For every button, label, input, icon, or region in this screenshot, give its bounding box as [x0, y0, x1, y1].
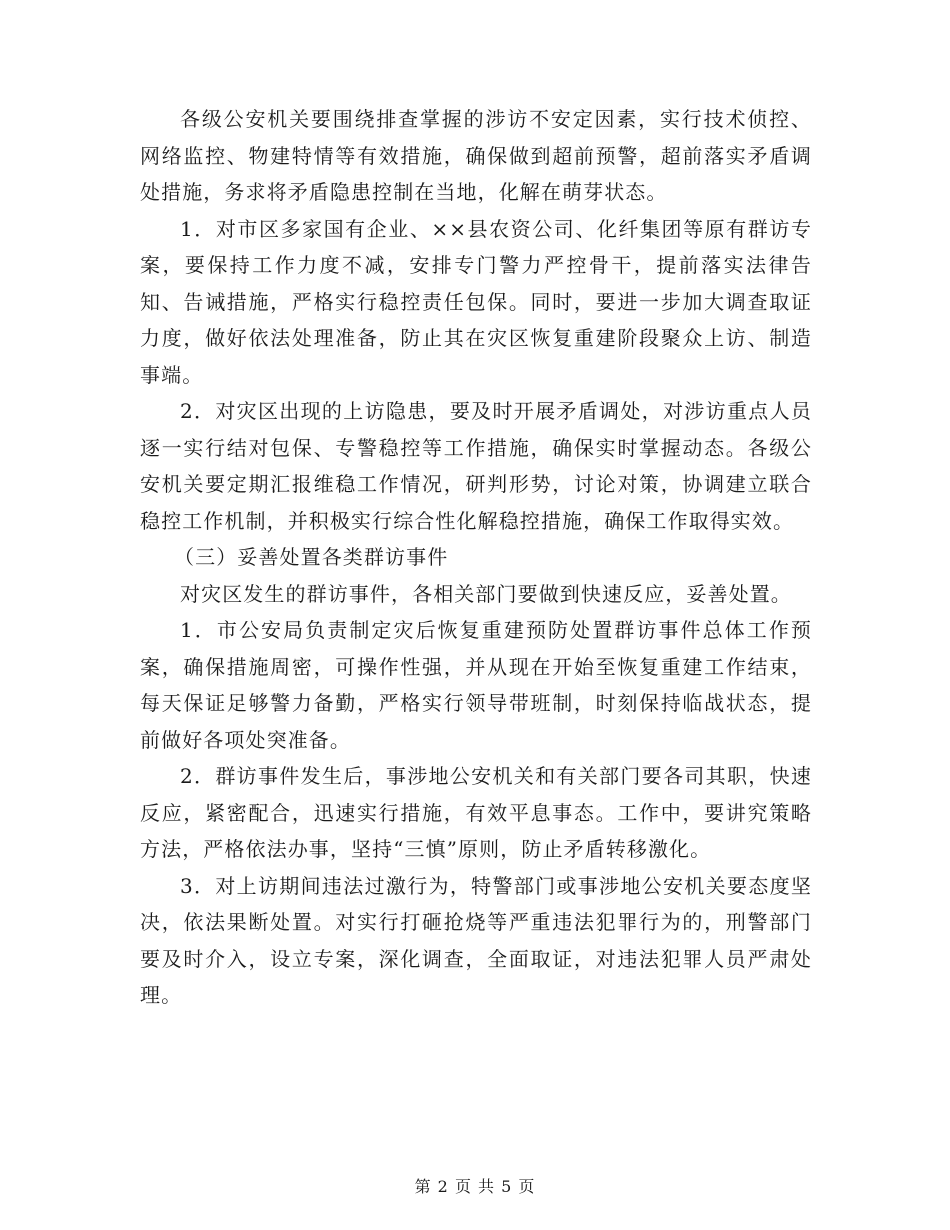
paragraph-item-3b: 3．对上访期间违法过激行为，特警部门或事涉地公安机关要态度坚决，依法果断处置。对实行打砸抢烧等严重违法犯罪行为的，刑警部门要及时介入，设立专案，深化调查，全面取证，对违法犯罪人员严肃处理。: [140, 873, 812, 1007]
paragraph-item-1: 1．对市区多家国有企业、××县农资公司、化纤集团等原有群访专案，要保持工作力度不减，安排专门警力严控骨干，提前落实法律告知、告诫措施，严格实行稳控责任包保。同时，要进一步加大调查取证力度，做好依法处理准备，防止其在灾区恢复重建阶段聚众上访、制造事端。: [140, 216, 812, 387]
paragraph-item-1b: 1．市公安局负责制定灾后恢复重建预防处置群访事件总体工作预案，确保措施周密，可操作性强，并从现在开始至恢复重建工作结束，每天保证足够警力备勤，严格实行领导带班制，时刻保持临战状态，提前做好各项处突准备。: [140, 618, 812, 752]
paragraph-item-2: 2．对灾区出现的上访隐患，要及时开展矛盾调处，对涉访重点人员逐一实行结对包保、专警稳控等工作措施，确保实时掌握动态。各级公安机关要定期汇报维稳工作情况，研判形势，讨论对策，协调建立联合稳控工作机制，并积极实行综合性化解稳控措施，确保工作取得实效。: [140, 399, 812, 533]
section-heading: （三）妥善处置各类群访事件: [174, 545, 449, 569]
document-body: [140, 101, 812, 1014]
paragraph-intro: 各级公安机关要围绕排查掌握的涉访不安定因素，实行技术侦控、网络监控、物建特情等有效措施，确保做到超前预警，超前落实矛盾调处措施，务求将矛盾隐患控制在当地，化解在萌芽状态。: [140, 107, 812, 204]
page-number-footer: 第 2 页 共 5 页: [414, 1177, 536, 1196]
paragraph-item-2b: 2．群访事件发生后，事涉地公安机关和有关部门要各司其职，快速反应，紧密配合，迅速实行措施，有效平息事态。工作中，要讲究策略方法，严格依法办事，坚持“三慎”原则，防止矛盾转移激化。: [140, 764, 812, 861]
paragraph-section-intro: 对灾区发生的群访事件，各相关部门要做到快速反应，妥善处置。: [180, 581, 792, 606]
